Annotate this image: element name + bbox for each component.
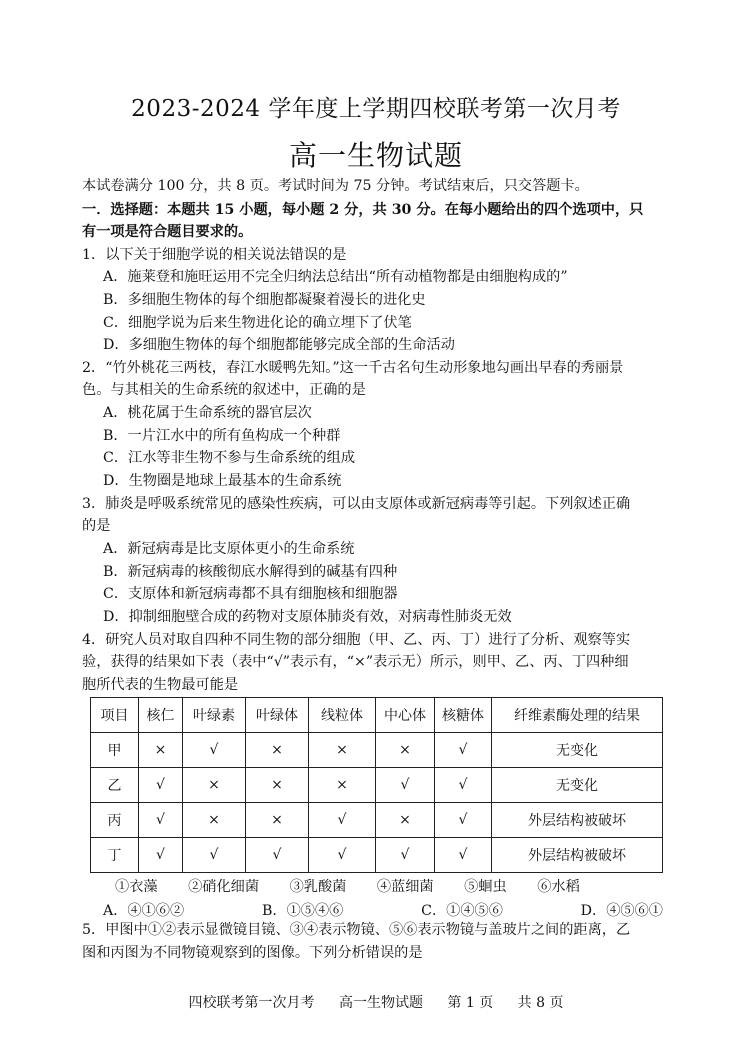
table-cell: 甲 bbox=[91, 733, 139, 768]
table-header-row bbox=[91, 698, 663, 733]
q5-stem-line1: 5．甲图中①②表示显微镜目镜、③④表示物镜、⑤⑥表示物镜与盖玻片之间的距离，乙 bbox=[82, 922, 631, 938]
q2-option-b: B．一片江水中的所有鱼构成一个种群 bbox=[103, 428, 341, 444]
organism-item: ④蓝细菌 bbox=[376, 879, 434, 895]
table-cell: × bbox=[309, 733, 376, 768]
q3-option-b: B．新冠病毒的核酸彻底水解得到的碱基有四种 bbox=[103, 564, 398, 580]
organism-item: ⑤蛔虫 bbox=[464, 879, 507, 895]
q4-option-c: C．①④⑤⑥ bbox=[421, 903, 503, 919]
table-cell: × bbox=[246, 733, 309, 768]
q2-stem-line1: 2．“竹外桃花三两枝，春江水暖鸭先知。”这一千古名句生动形象地勾画出早春的秀丽景 bbox=[82, 360, 624, 376]
table-cell: √ bbox=[435, 803, 492, 838]
q3-option-a: A．新冠病毒是比支原体更小的生命系统 bbox=[103, 541, 355, 557]
q1-option-c: C．细胞学说为后来生物进化论的确立埋下了伏笔 bbox=[103, 315, 412, 331]
q4-stem-line3: 胞所代表的生物最可能是 bbox=[82, 677, 239, 693]
table-cell: √ bbox=[183, 838, 246, 873]
organism-item: ①衣藻 bbox=[115, 879, 158, 895]
footer-subject: 高一生物试题 bbox=[338, 995, 423, 1011]
table-cell: × bbox=[183, 803, 246, 838]
table-cell: × bbox=[309, 768, 376, 803]
table-cell: × bbox=[246, 803, 309, 838]
q4-stem-line1: 4．研究人员对取自四种不同生物的部分细胞（甲、乙、丙、丁）进行了分析、观察等实 bbox=[82, 632, 631, 648]
q5-stem-line2: 图和丙图为不同物镜观察到的图像。下列分析错误的是 bbox=[82, 945, 423, 961]
table-header: 线粒体 bbox=[309, 698, 376, 733]
q1-option-d: D．多细胞生物体的每个细胞都能够完成全部的生命活动 bbox=[103, 337, 455, 353]
q4-stem-line2: 验，获得的结果如下表（表中“√”表示有，“×”表示无）所示，则甲、乙、丙、丁四种细 bbox=[82, 654, 629, 670]
table-cell: √ bbox=[309, 838, 376, 873]
table-header: 核仁 bbox=[139, 698, 183, 733]
page-footer bbox=[0, 992, 752, 1012]
q4-option-b: B．①⑤④⑥ bbox=[261, 903, 344, 919]
q2-option-d: D．生物圈是地球上最基本的生命系统 bbox=[103, 473, 342, 489]
q3-stem-line2: 的是 bbox=[82, 518, 111, 534]
table-cell: √ bbox=[435, 733, 492, 768]
table-cell: √ bbox=[139, 803, 183, 838]
table-cell: √ bbox=[183, 733, 246, 768]
q4-option-d: D．④⑤⑥① bbox=[580, 903, 663, 919]
table-header: 核糖体 bbox=[435, 698, 492, 733]
q1-option-b: B．多细胞生物体的每个细胞都凝聚着漫长的进化史 bbox=[103, 292, 426, 308]
table-cell: × bbox=[183, 768, 246, 803]
exam-title: 2023-2024 学年度上学期四校联考第一次月考 bbox=[131, 96, 621, 122]
table-cell: × bbox=[376, 733, 435, 768]
footer-exam: 四校联考第一次月考 bbox=[188, 995, 315, 1011]
cell-structure-table bbox=[90, 697, 663, 873]
table-cell: 无变化 bbox=[492, 733, 663, 768]
q3-option-d: D．抑制细胞壁合成的药物对支原体肺炎有效，对病毒性肺炎无效 bbox=[103, 609, 512, 625]
table-row bbox=[91, 733, 663, 768]
q4-choices bbox=[103, 900, 663, 920]
table-cell: √ bbox=[246, 838, 309, 873]
table-row bbox=[91, 838, 663, 873]
organism-item: ②硝化细菌 bbox=[188, 879, 260, 895]
table-cell: √ bbox=[139, 838, 183, 873]
table-cell: √ bbox=[435, 768, 492, 803]
organism-list bbox=[115, 876, 606, 896]
q3-option-c: C．支原体和新冠病毒都不具有细胞核和细胞器 bbox=[103, 586, 398, 602]
table-cell: √ bbox=[376, 838, 435, 873]
section-heading-line2: 有一项是符合题目要求的。 bbox=[82, 224, 253, 240]
section-heading-line1: 一．选择题：本题共 15 小题，每小题 2 分，共 30 分。在每小题给出的四个选项中，只 bbox=[82, 202, 644, 218]
table-cell: 外层结构被破坏 bbox=[492, 803, 663, 838]
table-cell: 丁 bbox=[91, 838, 139, 873]
table-header: 项目 bbox=[91, 698, 139, 733]
table-cell: 丙 bbox=[91, 803, 139, 838]
q2-option-a: A．桃花属于生命系统的器官层次 bbox=[103, 405, 312, 421]
table-cell: √ bbox=[376, 768, 435, 803]
table-cell: 乙 bbox=[91, 768, 139, 803]
table-cell: × bbox=[139, 733, 183, 768]
table-header: 叶绿体 bbox=[246, 698, 309, 733]
q3-stem-line1: 3．肺炎是呼吸系统常见的感染性疾病，可以由支原体或新冠病毒等引起。下列叙述正确 bbox=[82, 496, 631, 512]
table-cell: √ bbox=[435, 838, 492, 873]
table-row bbox=[91, 768, 663, 803]
table-cell: √ bbox=[309, 803, 376, 838]
table-cell: √ bbox=[139, 768, 183, 803]
footer-page: 第 1 页 bbox=[447, 995, 494, 1011]
intro-text: 本试卷满分 100 分，共 8 页。考试时间为 75 分钟。考试结束后，只交答题卡。 bbox=[82, 178, 589, 194]
table-cell: × bbox=[376, 803, 435, 838]
table-row bbox=[91, 803, 663, 838]
organism-item: ③乳酸菌 bbox=[289, 879, 347, 895]
subject-title: 高一生物试题 bbox=[288, 139, 463, 172]
table-header: 中心体 bbox=[376, 698, 435, 733]
table-cell: 外层结构被破坏 bbox=[492, 838, 663, 873]
q1-stem: 1．以下关于细胞学说的相关说法错误的是 bbox=[82, 247, 347, 263]
q1-option-a: A．施莱登和施旺运用不完全归纳法总结出“所有动植物都是由细胞构成的” bbox=[103, 269, 568, 285]
q2-option-c: C．江水等非生物不参与生命系统的组成 bbox=[103, 450, 356, 466]
table-cell: × bbox=[246, 768, 309, 803]
q4-option-a: A．④①⑥② bbox=[103, 903, 185, 919]
q2-stem-line2: 色。与其相关的生命系统的叙述中，正确的是 bbox=[82, 382, 366, 398]
table-header: 纤维素酶处理的结果 bbox=[492, 698, 663, 733]
table-cell: 无变化 bbox=[492, 768, 663, 803]
table-header: 叶绿素 bbox=[183, 698, 246, 733]
footer-total: 共 8 页 bbox=[517, 995, 564, 1011]
organism-item: ⑥水稻 bbox=[537, 879, 580, 895]
